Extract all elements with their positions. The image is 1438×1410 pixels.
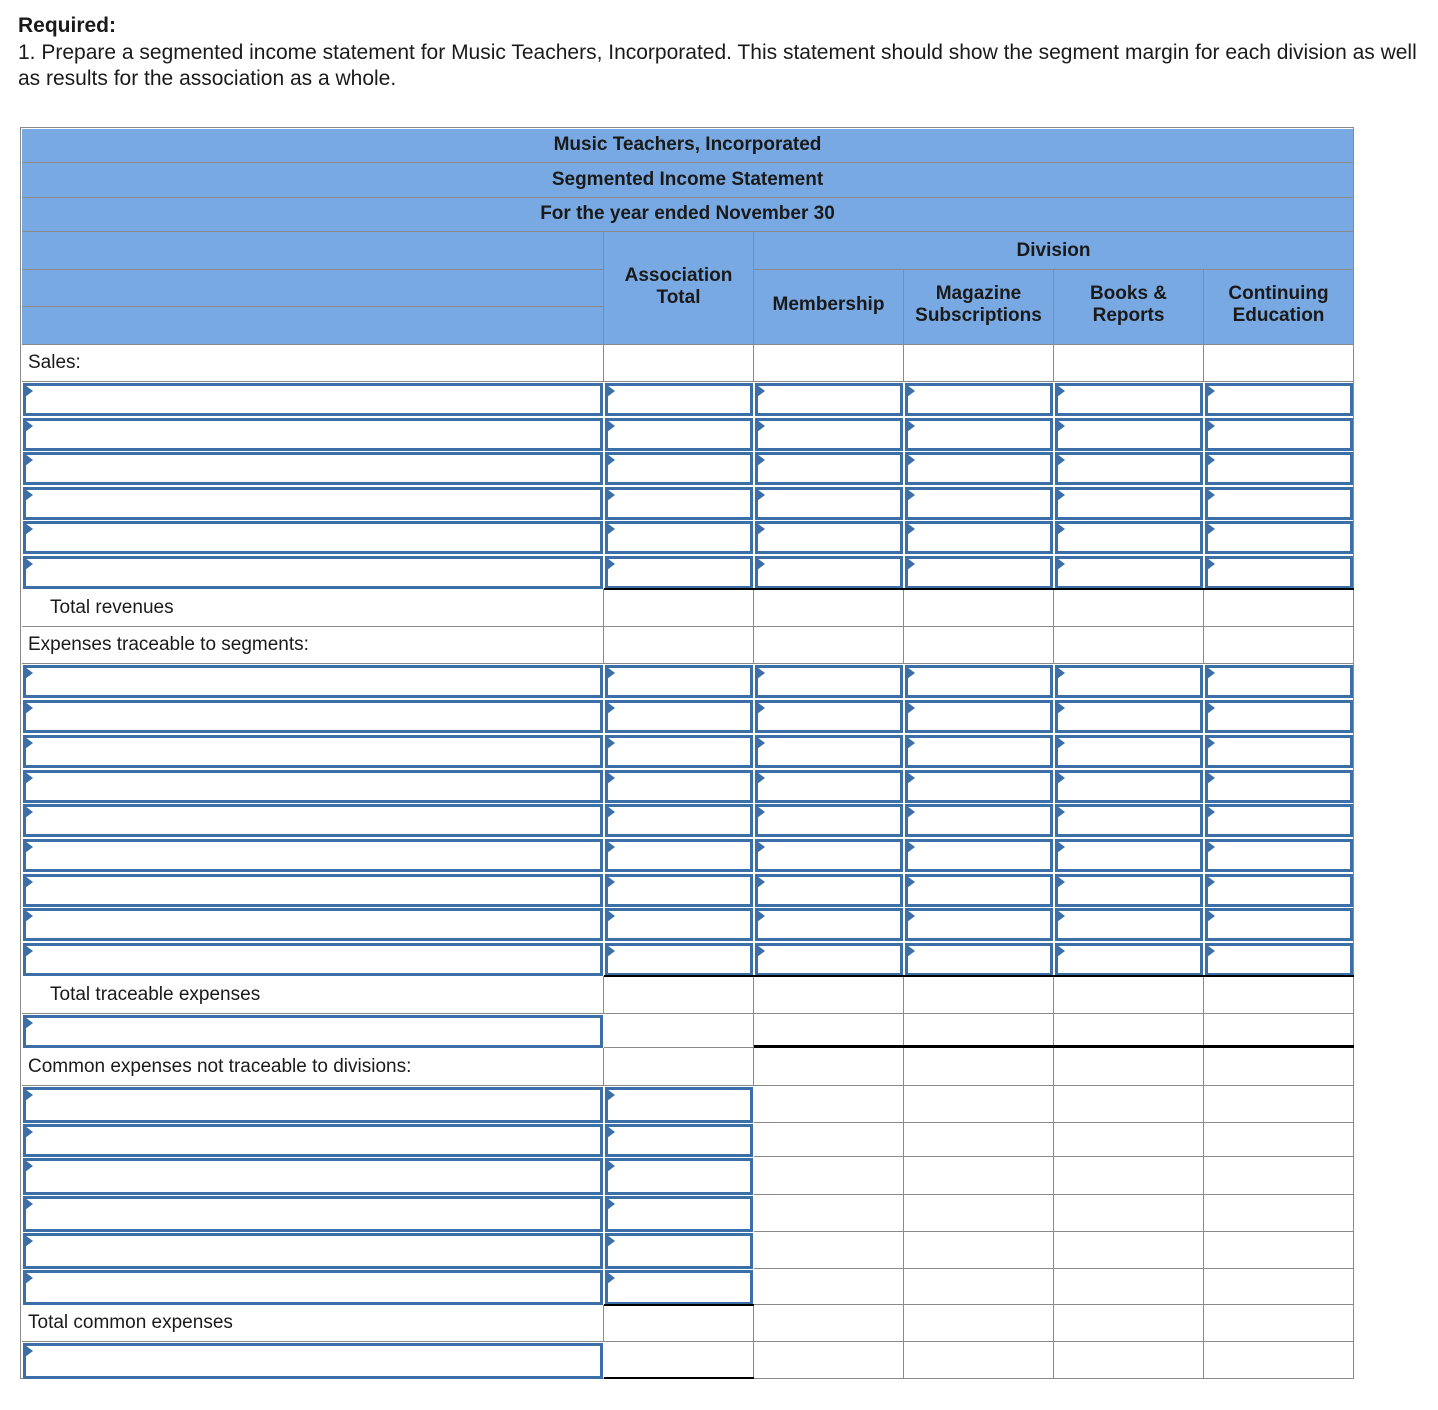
column-header-magazine-subscriptions [904, 270, 1054, 345]
sales-row-5-label-input[interactable] [23, 521, 603, 554]
total-common-membership-cell [754, 1305, 904, 1342]
common-row-1-magazine-subscriptions-cell [904, 1086, 1054, 1123]
traceable-expenses-label: Expenses traceable to segments: [28, 634, 309, 655]
traceable-row-2-books-reports-input[interactable] [1055, 700, 1203, 733]
common-expenses-label: Common expenses not traceable to divisions: [28, 1056, 412, 1077]
column-header-membership [754, 270, 904, 345]
traceable-row-3-magazine-subscriptions-input[interactable] [905, 735, 1053, 768]
total-common-magazine-subscriptions-cell [904, 1305, 1054, 1342]
traceable-row-9-association-total-input[interactable] [605, 943, 753, 976]
subtotal-line [604, 975, 1354, 977]
column-header-continuing-education [1204, 270, 1354, 345]
traceable-row-4-books-reports-input[interactable] [1055, 770, 1203, 803]
traceable-row-6-magazine-subscriptions-input[interactable] [905, 839, 1053, 872]
header-label-cell [22, 307, 604, 345]
sales-row-4-label-input[interactable] [23, 487, 603, 520]
column-header-books-reports-text: Books & Reports [1089, 283, 1168, 326]
traceable-row-5-label-input[interactable] [23, 804, 603, 837]
column-header-association-total [604, 232, 754, 345]
sales-row-6-books-reports-input[interactable] [1055, 556, 1203, 589]
sales-label: Sales: [28, 352, 81, 373]
common-heading-association-total-cell [604, 1048, 754, 1086]
segment-margin-association-total-cell [604, 1014, 754, 1048]
common-heading-magazine-subscriptions-cell [904, 1048, 1054, 1086]
total-traceable-membership-cell [754, 976, 904, 1014]
sales-row-2-membership-input[interactable] [755, 418, 903, 451]
traceable-row-4-label-input[interactable] [23, 770, 603, 803]
sales-row-6-membership-input[interactable] [755, 556, 903, 589]
total-traceable-association-total-cell [604, 976, 754, 1014]
common-row-3-membership-cell [754, 1157, 904, 1195]
total-revenues-association-total-cell [604, 589, 754, 627]
traceable-row-5-continuing-education-input[interactable] [1205, 804, 1353, 837]
traceable-row-4-magazine-subscriptions-input[interactable] [905, 770, 1053, 803]
traceable-heading-association-total-cell [604, 627, 754, 664]
total-traceable-books-reports-cell [1054, 976, 1204, 1014]
sales-row-2-continuing-education-input[interactable] [1205, 418, 1353, 451]
sales-row-1-books-reports-input[interactable] [1055, 383, 1203, 416]
traceable-row-7-membership-input[interactable] [755, 874, 903, 907]
common-row-1-continuing-education-cell [1204, 1086, 1354, 1123]
common-row-1-books-reports-cell [1054, 1086, 1204, 1123]
common-heading-membership-cell [754, 1048, 904, 1086]
traceable-heading-membership-cell [754, 627, 904, 664]
sales-row-2-books-reports-input[interactable] [1055, 418, 1203, 451]
net-income-association-total-cell [604, 1342, 754, 1379]
common-row-3-continuing-education-cell [1204, 1157, 1354, 1195]
traceable-row-7-books-reports-input[interactable] [1055, 874, 1203, 907]
sales-row-5-books-reports-input[interactable] [1055, 521, 1203, 554]
traceable-row-5-books-reports-input[interactable] [1055, 804, 1203, 837]
sales-row-1-label-input[interactable] [23, 383, 603, 416]
header-label-cell [22, 270, 604, 307]
total-common-association-total-cell [604, 1305, 754, 1342]
sales-row-1-association-total-input[interactable] [605, 383, 753, 416]
common-row-2-books-reports-cell [1054, 1123, 1204, 1157]
traceable-row-8-books-reports-input[interactable] [1055, 908, 1203, 941]
column-header-membership-text: Membership [772, 294, 885, 315]
sales-heading-books-reports-cell [1054, 345, 1204, 382]
traceable-row-4-association-total-input[interactable] [605, 770, 753, 803]
traceable-row-9-membership-input[interactable] [755, 943, 903, 976]
common-row-3-label-input[interactable] [23, 1158, 603, 1195]
common-row-2-membership-cell [754, 1123, 904, 1157]
common-row-6-continuing-education-cell [1204, 1269, 1354, 1305]
division-header [754, 232, 1354, 270]
sales-row-2-magazine-subscriptions-input[interactable] [905, 418, 1053, 451]
sales-row-3-membership-input[interactable] [755, 452, 903, 485]
total-traceable-magazine-subscriptions-cell [904, 976, 1054, 1014]
traceable-row-9-label-input[interactable] [23, 943, 603, 976]
common-row-2-label-input[interactable] [23, 1124, 603, 1157]
sales-row-6-continuing-education-input[interactable] [1205, 556, 1353, 589]
common-row-4-membership-cell [754, 1195, 904, 1232]
sales-row-1-membership-input[interactable] [755, 383, 903, 416]
common-row-3-magazine-subscriptions-cell [904, 1157, 1054, 1195]
net-income-label-input[interactable] [23, 1343, 603, 1379]
common-row-6-membership-cell [754, 1269, 904, 1305]
traceable-row-5-magazine-subscriptions-input[interactable] [905, 804, 1053, 837]
total-revenues-magazine-subscriptions-cell [904, 589, 1054, 627]
common-row-2-magazine-subscriptions-cell [904, 1123, 1054, 1157]
traceable-row-3-membership-input[interactable] [755, 735, 903, 768]
traceable-row-3-association-total-input[interactable] [605, 735, 753, 768]
traceable-row-8-membership-input[interactable] [755, 908, 903, 941]
total-revenues-continuing-education-cell [1204, 589, 1354, 627]
traceable-row-1-association-total-input[interactable] [605, 665, 753, 698]
statement-title: Segmented Income Statement [551, 169, 824, 190]
sales-row-4-magazine-subscriptions-input[interactable] [905, 487, 1053, 520]
common-row-4-continuing-education-cell [1204, 1195, 1354, 1232]
sales-row-5-association-total-input[interactable] [605, 521, 753, 554]
period-title: For the year ended November 30 [540, 203, 835, 224]
net-income-magazine-subscriptions-cell [904, 1342, 1054, 1379]
sales-row-3-association-total-input[interactable] [605, 452, 753, 485]
sales-heading-label-cell [22, 345, 604, 382]
common-row-4-magazine-subscriptions-cell [904, 1195, 1054, 1232]
sales-row-5-magazine-subscriptions-input[interactable] [905, 521, 1053, 554]
sales-heading-magazine-subscriptions-cell [904, 345, 1054, 382]
traceable-row-1-books-reports-input[interactable] [1055, 665, 1203, 698]
sales-row-3-label-input[interactable] [23, 452, 603, 485]
sales-row-2-label-input[interactable] [23, 418, 603, 451]
common-row-5-membership-cell [754, 1232, 904, 1269]
sales-heading-association-total-cell [604, 345, 754, 382]
traceable-row-3-continuing-education-input[interactable] [1205, 735, 1353, 768]
traceable-row-2-association-total-input[interactable] [605, 700, 753, 733]
traceable-row-6-label-input[interactable] [23, 839, 603, 872]
net-income-books-reports-cell [1054, 1342, 1204, 1379]
traceable-row-8-magazine-subscriptions-input[interactable] [905, 908, 1053, 941]
traceable-row-2-magazine-subscriptions-input[interactable] [905, 700, 1053, 733]
traceable-row-9-continuing-education-input[interactable] [1205, 943, 1353, 976]
net-income-membership-cell [754, 1342, 904, 1379]
traceable-row-2-label-input[interactable] [23, 700, 603, 733]
traceable-row-4-continuing-education-input[interactable] [1205, 770, 1353, 803]
common-row-5-books-reports-cell [1054, 1232, 1204, 1269]
column-header-magazine-subscriptions-text: Magazine Subscriptions [915, 283, 1042, 326]
sales-row-2-association-total-input[interactable] [605, 418, 753, 451]
common-row-1-membership-cell [754, 1086, 904, 1123]
sales-row-6-association-total-input[interactable] [605, 556, 753, 589]
traceable-row-7-label-input[interactable] [23, 874, 603, 907]
traceable-row-1-magazine-subscriptions-input[interactable] [905, 665, 1053, 698]
company-title-row [22, 129, 1354, 163]
traceable-row-1-continuing-education-input[interactable] [1205, 665, 1353, 698]
common-row-5-label-input[interactable] [23, 1233, 603, 1269]
segmented-income-statement [20, 127, 1354, 1379]
traceable-row-8-label-input[interactable] [23, 908, 603, 941]
final-total-line [604, 1377, 754, 1379]
traceable-row-1-membership-input[interactable] [755, 665, 903, 698]
sales-row-4-continuing-education-input[interactable] [1205, 487, 1353, 520]
sales-row-1-magazine-subscriptions-input[interactable] [905, 383, 1053, 416]
total-common-expenses-label: Total common expenses [28, 1312, 233, 1333]
traceable-row-8-association-total-input[interactable] [605, 908, 753, 941]
traceable-row-6-books-reports-input[interactable] [1055, 839, 1203, 872]
common-row-6-association-total-input[interactable] [605, 1270, 753, 1305]
company-title: Music Teachers, Incorporated [553, 134, 822, 155]
common-heading-continuing-education-cell [1204, 1048, 1354, 1086]
segment-margin-label-input[interactable] [23, 1015, 603, 1048]
traceable-row-7-association-total-input[interactable] [605, 874, 753, 907]
traceable-heading-magazine-subscriptions-cell [904, 627, 1054, 664]
common-row-2-continuing-education-cell [1204, 1123, 1354, 1157]
traceable-row-1-label-input[interactable] [23, 665, 603, 698]
common-heading-books-reports-cell [1054, 1048, 1204, 1086]
traceable-heading-books-reports-cell [1054, 627, 1204, 664]
column-header-books-reports [1054, 270, 1204, 345]
common-row-1-association-total-input[interactable] [605, 1087, 753, 1123]
sales-row-4-books-reports-input[interactable] [1055, 487, 1203, 520]
total-traceable-expenses-label: Total traceable expenses [50, 984, 261, 1005]
common-row-1-label-input[interactable] [23, 1087, 603, 1123]
common-row-4-books-reports-cell [1054, 1195, 1204, 1232]
sales-row-3-magazine-subscriptions-input[interactable] [905, 452, 1053, 485]
traceable-row-9-magazine-subscriptions-input[interactable] [905, 943, 1053, 976]
traceable-row-2-membership-input[interactable] [755, 700, 903, 733]
total-common-continuing-education-cell [1204, 1305, 1354, 1342]
traceable-row-5-membership-input[interactable] [755, 804, 903, 837]
statement-title-row [22, 163, 1354, 198]
traceable-row-2-continuing-education-input[interactable] [1205, 700, 1353, 733]
required-heading: Required: [18, 14, 117, 37]
traceable-row-6-membership-input[interactable] [755, 839, 903, 872]
traceable-row-3-label-input[interactable] [23, 735, 603, 768]
total-traceable-continuing-education-cell [1204, 976, 1354, 1014]
common-row-6-label-input[interactable] [23, 1270, 603, 1305]
segment-margin-membership-cell [754, 1014, 904, 1048]
sales-row-4-association-total-input[interactable] [605, 487, 753, 520]
common-row-3-association-total-input[interactable] [605, 1158, 753, 1195]
traceable-row-5-association-total-input[interactable] [605, 804, 753, 837]
required-instructions: 1. Prepare a segmented income statement for Music Teachers, Incorporated. This statement should show the segment margin for each division as well as results for the association as a whole. [18, 41, 1417, 90]
segment-margin-magazine-subscriptions-cell [904, 1014, 1054, 1048]
sales-row-6-label-input[interactable] [23, 556, 603, 589]
association-total-label: Association Total [624, 265, 733, 308]
traceable-row-7-continuing-education-input[interactable] [1205, 874, 1353, 907]
traceable-heading-continuing-education-cell [1204, 627, 1354, 664]
total-revenues-membership-cell [754, 589, 904, 627]
common-row-3-books-reports-cell [1054, 1157, 1204, 1195]
traceable-row-9-books-reports-input[interactable] [1055, 943, 1203, 976]
sales-heading-membership-cell [754, 345, 904, 382]
header-label-cell [22, 232, 604, 270]
traceable-row-6-continuing-education-input[interactable] [1205, 839, 1353, 872]
period-title-row [22, 198, 1354, 232]
common-row-4-label-input[interactable] [23, 1196, 603, 1232]
total-revenues-books-reports-cell [1054, 589, 1204, 627]
total-common-books-reports-cell [1054, 1305, 1204, 1342]
common-row-5-continuing-education-cell [1204, 1232, 1354, 1269]
sales-row-3-books-reports-input[interactable] [1055, 452, 1203, 485]
common-row-4-association-total-input[interactable] [605, 1196, 753, 1232]
common-row-5-association-total-input[interactable] [605, 1233, 753, 1269]
segment-margin-continuing-education-cell [1204, 1014, 1354, 1048]
sales-row-4-membership-input[interactable] [755, 487, 903, 520]
common-row-5-magazine-subscriptions-cell [904, 1232, 1054, 1269]
sales-row-5-membership-input[interactable] [755, 521, 903, 554]
column-header-continuing-education-text: Continuing Education [1228, 283, 1329, 326]
subtotal-line [604, 588, 1354, 590]
sales-row-3-continuing-education-input[interactable] [1205, 452, 1353, 485]
traceable-row-6-association-total-input[interactable] [605, 839, 753, 872]
sales-row-1-continuing-education-input[interactable] [1205, 383, 1353, 416]
common-row-2-association-total-input[interactable] [605, 1124, 753, 1157]
sales-heading-continuing-education-cell [1204, 345, 1354, 382]
common-row-6-books-reports-cell [1054, 1269, 1204, 1305]
sales-row-6-magazine-subscriptions-input[interactable] [905, 556, 1053, 589]
traceable-row-4-membership-input[interactable] [755, 770, 903, 803]
sales-row-5-continuing-education-input[interactable] [1205, 521, 1353, 554]
traceable-row-8-continuing-education-input[interactable] [1205, 908, 1353, 941]
traceable-row-3-books-reports-input[interactable] [1055, 735, 1203, 768]
subtotal-line [604, 1304, 754, 1306]
division-label: Division [1016, 240, 1091, 261]
net-income-continuing-education-cell [1204, 1342, 1354, 1379]
total-revenues-label: Total revenues [50, 597, 174, 618]
common-row-6-magazine-subscriptions-cell [904, 1269, 1054, 1305]
traceable-row-7-magazine-subscriptions-input[interactable] [905, 874, 1053, 907]
segment-margin-books-reports-cell [1054, 1014, 1204, 1048]
